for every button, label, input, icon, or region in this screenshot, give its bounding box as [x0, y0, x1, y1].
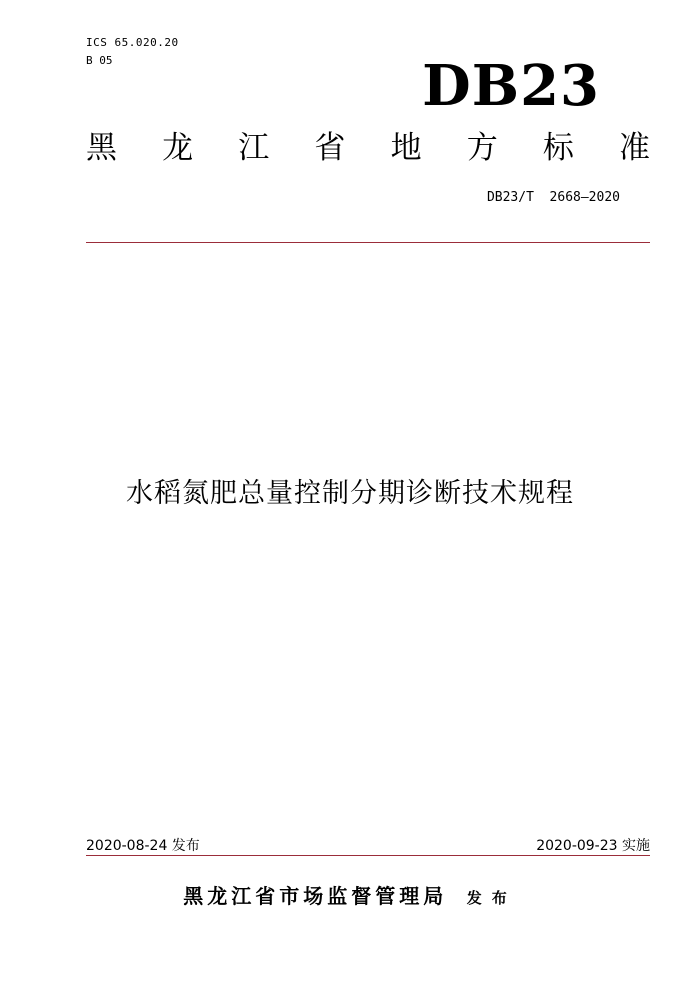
issuer-block	[0, 880, 700, 909]
ics-code: ICS 65.020.20	[86, 36, 179, 49]
standard-type	[86, 128, 650, 168]
standard-type-char: 黑	[86, 130, 117, 166]
standard-type-char: 省	[314, 130, 346, 166]
standard-number: DB23/T 2668—2020	[486, 190, 620, 205]
issue-date: 2020-08-24 发布	[86, 838, 200, 854]
implementation-date: 2020-09-23 实施	[536, 838, 650, 854]
standard-logo: DB23	[422, 53, 600, 119]
document-title: 水稻氮肥总量控制分期诊断技术规程	[126, 478, 574, 509]
standard-type-char: 方	[466, 130, 498, 166]
issue-label: 发布	[466, 889, 517, 907]
bottom-divider	[86, 855, 650, 856]
classification-code: B 05	[86, 54, 113, 67]
standard-type-char: 江	[238, 130, 270, 166]
issuer-name: 黑龙江省市场监督管理局	[183, 884, 448, 908]
standard-type-char: 准	[618, 130, 650, 166]
standard-type-char: 地	[390, 130, 422, 166]
standard-type-char: 龙	[162, 130, 194, 166]
standard-type-char: 标	[542, 130, 574, 166]
top-divider	[86, 242, 650, 243]
